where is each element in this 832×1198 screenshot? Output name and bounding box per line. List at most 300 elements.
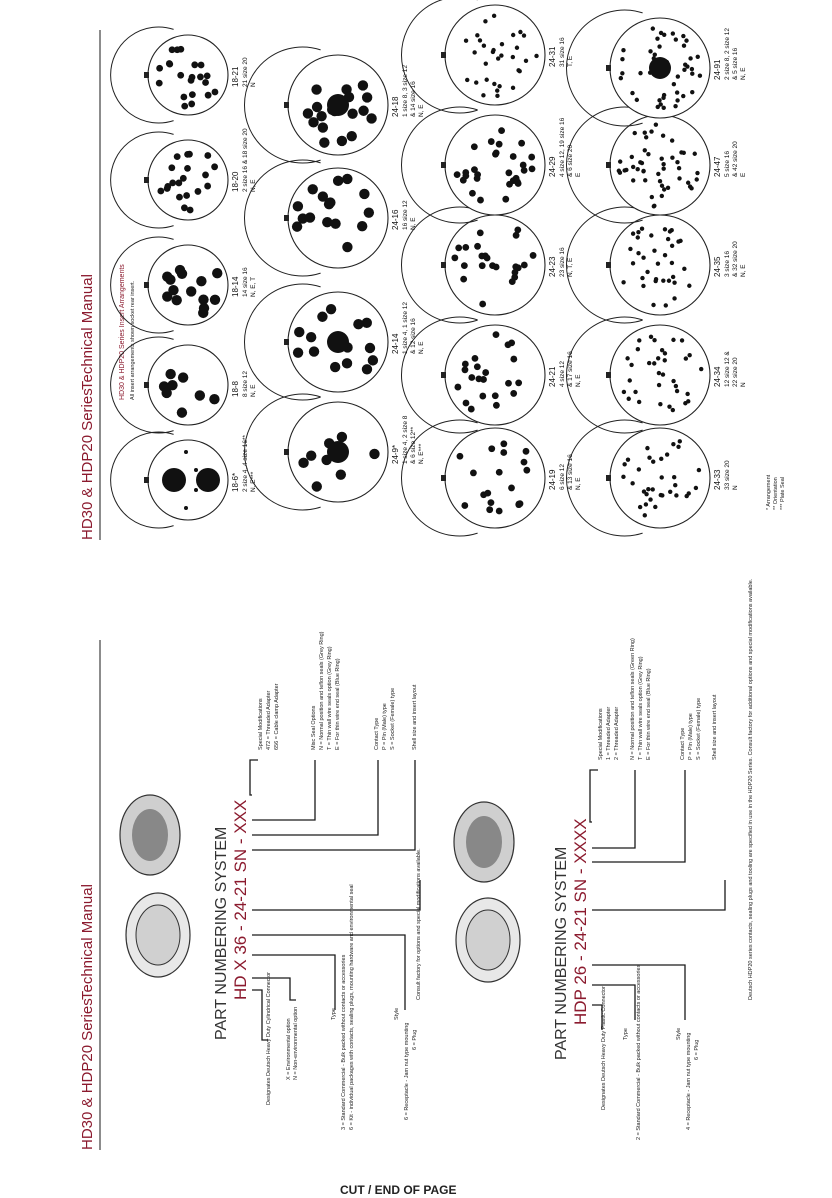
contact-pin <box>479 393 486 400</box>
insert-key <box>606 475 611 481</box>
contact-pin <box>695 177 699 181</box>
contact-pin <box>164 183 171 190</box>
hd-rnote-8: P = Pin (Male) type <box>382 703 388 750</box>
insert-desc2: & 6 size 20 <box>567 144 574 177</box>
contact-pin <box>205 92 212 99</box>
contact-pin <box>650 195 654 199</box>
contact-pin <box>690 67 694 71</box>
contact-pin <box>658 402 662 406</box>
insert-code: 18-6* <box>231 472 240 492</box>
contact-pin <box>294 327 304 337</box>
contact-pin <box>475 33 479 37</box>
contact-pin <box>472 355 479 362</box>
contact-large <box>649 57 671 79</box>
contact-pin <box>653 505 657 509</box>
contact-pin <box>177 407 187 417</box>
insert-label <box>391 415 425 464</box>
contact-pin <box>204 72 211 79</box>
contact-pin <box>666 237 670 241</box>
contact-pin <box>189 91 196 98</box>
contact-pin <box>174 153 181 160</box>
insert-label <box>548 454 582 490</box>
contact-pin <box>325 197 335 207</box>
contact-small <box>194 468 198 472</box>
contact-pin <box>347 131 357 141</box>
contact-pin <box>451 254 458 261</box>
contact-pin <box>468 406 475 413</box>
contact-pin <box>655 36 659 40</box>
contact-pin <box>651 303 655 307</box>
contact-pin <box>524 59 528 63</box>
contact-pin <box>312 102 322 112</box>
contact-pin <box>180 94 187 101</box>
contact-pin <box>530 252 537 259</box>
insert-codes: N, E, T <box>250 276 257 297</box>
contact-pin <box>184 151 191 158</box>
hdp-note-2: 2 = Standard Commercial - Bulk packed without contacts or accessories <box>636 964 642 1140</box>
contact-large <box>327 331 349 353</box>
contact-pin <box>305 212 315 222</box>
contact-pin <box>659 31 663 35</box>
hd-note-4: 3 = Standard Commercial - Bulk packed without contacts or accessories <box>341 954 347 1130</box>
contact-pin <box>493 264 500 271</box>
insert-desc2: & 42 size 20 <box>732 141 739 177</box>
insert-face <box>445 5 545 105</box>
contact-pin <box>641 284 645 288</box>
contact-pin <box>670 138 674 142</box>
insert-desc: 2 size 16 & 18 size 20 <box>242 128 249 192</box>
contact-pin <box>516 501 523 508</box>
contact-pin <box>478 253 485 260</box>
insert-codes: T, E <box>567 55 574 67</box>
contact-pin <box>486 506 493 513</box>
contact-pin <box>646 487 650 491</box>
contact-pin <box>696 55 700 59</box>
contact-pin <box>471 143 478 150</box>
contact-pin <box>666 186 670 190</box>
contact-pin <box>640 276 644 280</box>
contact-pin <box>488 499 495 506</box>
contact-pin <box>635 98 639 102</box>
contact-pin <box>689 186 693 190</box>
insert-face <box>610 325 710 425</box>
contact-pin <box>509 278 516 285</box>
insert-24-29 <box>401 107 582 223</box>
insert-code: 24-21 <box>548 366 557 387</box>
contact-pin <box>645 446 649 450</box>
insert-key <box>441 262 446 268</box>
contact-pin <box>496 469 503 476</box>
contact-pin <box>624 168 628 172</box>
contact-pin <box>461 262 468 269</box>
contact-pin <box>633 390 637 394</box>
contact-small <box>184 450 188 454</box>
contact-pin <box>643 513 647 517</box>
contact-pin <box>369 449 379 459</box>
contact-pin <box>465 78 469 82</box>
contact-pin <box>461 502 468 509</box>
contact-pin <box>166 60 173 67</box>
contact-pin <box>681 34 685 38</box>
hd-rnote-1: 472 = Threaded Adapter <box>266 690 272 750</box>
right-manual-label: Technical Manual <box>79 274 96 390</box>
contact-pin <box>631 261 635 265</box>
contact-pin <box>505 169 512 176</box>
contact-pin <box>306 332 316 342</box>
contact-pin <box>342 358 352 368</box>
contact-pin <box>673 104 677 108</box>
contact-pin <box>462 361 469 368</box>
contact-pin <box>658 179 662 183</box>
contact-pin <box>636 230 640 234</box>
contact-pin <box>204 152 211 159</box>
contact-pin <box>664 303 668 307</box>
contact-pin <box>308 184 318 194</box>
insert-key <box>606 65 611 71</box>
hdp-rnote-6: Contact Type <box>680 727 686 760</box>
contact-pin <box>502 196 509 203</box>
contact-pin <box>662 106 666 110</box>
contact-pin <box>652 338 656 342</box>
hd-consult-note: Consult factory for options and special modifications available. <box>416 848 422 1000</box>
contact-pin <box>679 150 683 154</box>
insert-desc2: & 12 size 16 <box>410 318 417 354</box>
contact-pin <box>670 244 674 248</box>
contact-pin <box>688 56 692 60</box>
contact-pin <box>364 207 374 217</box>
insert-code: 24-23 <box>548 256 557 277</box>
insert-face <box>610 115 710 215</box>
hdp-part-code <box>571 818 590 1025</box>
contact-pin <box>661 96 665 100</box>
contact-pin <box>621 280 625 284</box>
hdp-rnote-3: N = Normal position and teflon seals (Green Ring) <box>630 638 636 760</box>
contact-pin <box>636 235 640 239</box>
insert-codes: N, E <box>418 104 425 117</box>
insert-desc: 6 size 12 <box>559 463 566 490</box>
insert-key <box>144 282 149 288</box>
contact-pin <box>698 73 702 77</box>
contact-pin <box>643 131 647 135</box>
insert-codes: N <box>740 382 747 387</box>
contact-pin <box>454 171 461 178</box>
contact-pin <box>518 140 525 147</box>
insert-code: 24-14 <box>391 333 400 354</box>
insert-code: 24-16 <box>391 209 400 230</box>
contact-pin <box>316 111 326 121</box>
contact-pin <box>621 475 625 479</box>
insert-desc2: & 13 size 16 <box>567 454 574 490</box>
insert-24-19 <box>401 420 582 536</box>
contact-pin <box>511 55 515 59</box>
contact-pin <box>649 129 653 133</box>
contact-pin <box>659 102 663 106</box>
contact-pin <box>513 232 520 239</box>
contact-pin <box>202 79 209 86</box>
contact-pin <box>675 160 679 164</box>
contact-pin <box>620 71 624 75</box>
insert-key <box>144 177 149 183</box>
contact-pin <box>342 242 352 252</box>
contact-pin <box>638 505 642 509</box>
insert-label <box>231 57 257 87</box>
contact-pin <box>622 390 626 394</box>
contact-pin <box>651 26 655 30</box>
insert-key <box>441 52 446 58</box>
contact-pin <box>492 392 499 399</box>
contact-pin <box>647 456 651 460</box>
insert-codes: N, E <box>740 67 747 80</box>
insert-desc: 12 size 12 & <box>724 351 731 387</box>
contact-pin <box>197 74 204 81</box>
contact-pin <box>630 155 634 159</box>
insert-grid <box>111 0 747 536</box>
insert-desc: 2 size 8, 2 size 12 <box>724 27 731 80</box>
contact-pin <box>671 31 675 35</box>
hdp-note-5: 6 = Plug <box>694 1039 700 1060</box>
contact-pin <box>500 440 507 447</box>
insert-label <box>231 267 257 297</box>
contact-pin <box>646 152 650 156</box>
contact-pin <box>474 243 481 250</box>
insert-code: 24-18 <box>391 96 400 117</box>
insert-key <box>144 382 149 388</box>
hdp-rnote-0: Special Modifications <box>598 708 604 760</box>
hd-code-body: X 36 - 24-21 SN - <box>231 833 250 976</box>
insert-face <box>148 245 228 325</box>
contact-pin <box>668 490 672 494</box>
contact-pin <box>496 508 503 515</box>
contact-pin <box>180 175 187 182</box>
hd-pns-label: PART NUMBERING SYSTEM <box>213 826 230 1040</box>
contact-pin <box>488 138 495 145</box>
contact-pin <box>670 156 674 160</box>
insert-face <box>445 325 545 425</box>
contact-pin <box>637 338 641 342</box>
contact-pin <box>358 80 368 90</box>
insert-desc2: & 17 size 16 <box>567 351 574 387</box>
contact-pin <box>628 378 632 382</box>
contact-pin <box>188 101 195 108</box>
contact-pin <box>660 348 664 352</box>
contact-pin <box>362 92 372 102</box>
contact-pin <box>647 361 651 365</box>
hdp-rnote-7: P = Pin (Male) type <box>688 713 694 760</box>
insert-desc: 5 size 16 <box>724 150 731 177</box>
insert-code: 24-9* <box>391 444 400 464</box>
contact-pin <box>682 44 686 48</box>
contact-pin <box>665 452 669 456</box>
contact-pin <box>303 108 313 118</box>
insert-desc: 14 size 16 <box>242 267 249 297</box>
contact-pin <box>157 188 164 195</box>
insert-code: 24-91 <box>713 59 722 80</box>
contact-pin <box>483 19 487 23</box>
contact-pin <box>633 131 637 135</box>
insert-codes: N, E <box>410 217 417 230</box>
hd-note-6: Style <box>394 1007 400 1020</box>
contact-pin <box>358 106 368 116</box>
contact-pin <box>621 48 625 52</box>
contact-pin <box>495 94 499 98</box>
insert-codes: N, E <box>740 264 747 277</box>
contact-pin <box>337 432 347 442</box>
insert-face <box>610 215 710 315</box>
insert-label <box>231 371 257 397</box>
contact-pin <box>475 375 482 382</box>
contact-pin <box>498 127 505 134</box>
contact-pin <box>687 284 691 288</box>
hdp-note-4: 4 = Receptacle - Jam nut type mounting <box>686 1032 692 1130</box>
contact-pin <box>657 383 661 387</box>
insert-label <box>713 351 747 387</box>
contact-pin <box>518 30 522 34</box>
hdp-note-1: Type <box>623 1028 629 1040</box>
contact-pin <box>617 169 621 173</box>
insert-codes: N <box>732 485 739 490</box>
contact-pin <box>454 384 461 391</box>
insert-18-6 <box>111 432 257 528</box>
hd-code-prefix: HD <box>231 975 250 1000</box>
contact-pin <box>680 338 684 342</box>
contact-small <box>184 506 188 510</box>
insert-desc: 3 size 16 <box>724 250 731 277</box>
right-series-title: HD30 & HDP20 Series <box>79 388 96 540</box>
contact-pin <box>326 304 336 314</box>
hd-rnote-10: Shell size and insert layout <box>412 684 418 750</box>
insert-key <box>606 372 611 378</box>
contact-pin <box>462 244 469 251</box>
contact-pin <box>630 91 634 95</box>
contact-pin <box>643 178 647 182</box>
contact-pin <box>521 262 528 269</box>
contact-pin <box>210 295 220 305</box>
hdp-part-numbering <box>553 578 754 1140</box>
insert-codes: N, E*** <box>418 443 425 464</box>
contact-pin <box>676 445 680 449</box>
contact-pin <box>659 457 663 461</box>
right-page <box>79 0 786 540</box>
contact-pin <box>651 487 655 491</box>
contact-pin <box>353 319 363 329</box>
contact-pin <box>661 166 665 170</box>
hd-note-8: 6 = Plug <box>412 1029 418 1050</box>
hd-part-code <box>231 800 250 1000</box>
hdp-footer-note-text: Deutsch HDP20 series contacts, sealing plugs and tooling are specified in use in the HDP20 Series. Consult factory for additional options and special modifications available. <box>748 578 754 1000</box>
contact-pin <box>649 335 653 339</box>
insert-key <box>144 72 149 78</box>
contact-pin <box>365 343 375 353</box>
contact-pin <box>694 486 698 490</box>
contact-pin <box>189 74 196 81</box>
arrangement-footnotes <box>766 474 786 510</box>
footnote-2: *** Plate Seal <box>780 476 786 510</box>
hd-note-7: 6 = Receptacle - Jam nut type mounting <box>404 1022 410 1120</box>
contact-pin <box>359 189 369 199</box>
contact-pin <box>625 356 629 360</box>
insert-desc2: & 5 size 16 <box>732 47 739 80</box>
contact-pin <box>169 46 176 53</box>
contact-pin <box>167 380 177 390</box>
contact-pin <box>686 181 690 185</box>
contact-pin <box>165 369 175 379</box>
insert-codes: E <box>740 172 747 177</box>
contact-pin <box>497 84 501 88</box>
insert-code: 18-8 <box>231 380 240 397</box>
contact-pin <box>641 169 645 173</box>
insert-face <box>445 115 545 215</box>
contact-pin <box>640 161 644 165</box>
insert-codes: N, E <box>575 477 582 490</box>
contact-pin <box>336 469 346 479</box>
contact-pin <box>676 74 680 78</box>
insert-codes: N, T, E <box>567 257 574 277</box>
contact-pin <box>656 172 660 176</box>
insert-label <box>391 302 425 354</box>
insert-desc2: 22 size 20 <box>732 357 739 387</box>
contact-pin <box>181 204 188 211</box>
contact-pin <box>660 194 664 198</box>
insert-label <box>713 460 739 490</box>
insert-desc: 4 size 12, 19 size 16 <box>559 117 566 177</box>
insert-24-31 <box>401 0 574 113</box>
contact-pin <box>628 247 632 251</box>
contact-pin <box>366 113 376 123</box>
contact-pin <box>670 261 674 265</box>
hdp-rnote-1: 1 = Threaded Adapter <box>606 706 612 760</box>
contact-pin <box>682 68 686 72</box>
insert-key <box>284 449 289 455</box>
contact-pin <box>672 475 676 479</box>
contact-pin <box>629 363 633 367</box>
contact-pin <box>657 371 661 375</box>
contact-pin <box>619 76 623 80</box>
insert-desc: 1 size 8, 3 size 12 <box>402 64 409 117</box>
insert-desc: 8 size 12 <box>242 370 249 397</box>
connector-illustration-hd <box>120 795 190 977</box>
insert-desc2: & 6 size 12** <box>410 426 417 464</box>
contact-pin <box>661 278 665 282</box>
contact-pin <box>529 166 536 173</box>
contact-pin <box>514 179 521 186</box>
contact-pin <box>687 491 691 495</box>
contact-pin <box>657 98 661 102</box>
contact-pin <box>667 279 671 283</box>
insert-label <box>231 128 257 192</box>
contact-pin <box>687 353 691 357</box>
insert-code: 24-34 <box>713 366 722 387</box>
contact-pin <box>528 154 535 161</box>
contact-pin <box>478 38 482 42</box>
contact-pin <box>462 366 469 373</box>
contact-pin <box>521 167 528 174</box>
contact-pin <box>362 364 372 374</box>
contact-pin <box>673 483 677 487</box>
insert-key <box>284 102 289 108</box>
contact-pin <box>477 229 484 236</box>
insert-24-33 <box>566 420 739 536</box>
contact-pin <box>468 374 475 381</box>
contact-pin <box>330 362 340 372</box>
hdp-leader-lines <box>590 770 725 1030</box>
contact-pin <box>491 48 495 52</box>
contact-pin <box>681 94 685 98</box>
hdp-note-0: Designates Deutsch Heavy Duty Plastic Connector <box>601 986 607 1110</box>
hdp-rnote-8: S = Socket (Female) type <box>696 697 702 760</box>
contact-pin <box>618 159 622 163</box>
insert-desc: 33 size 20 <box>724 460 731 490</box>
contact-pin <box>330 218 340 228</box>
